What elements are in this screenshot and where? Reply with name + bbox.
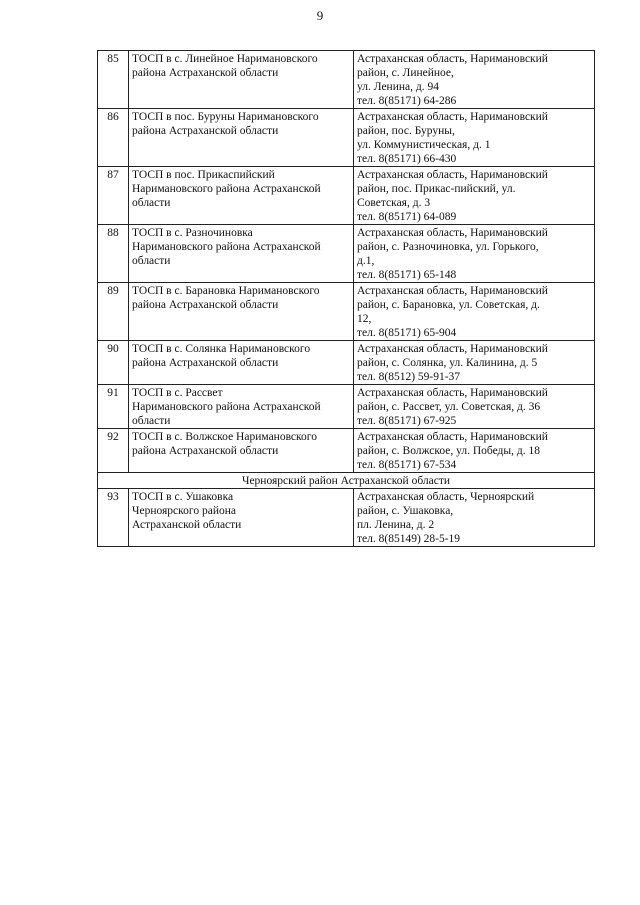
table-row bbox=[98, 225, 595, 283]
address-line: тел. 8(85171) 67-534 bbox=[357, 459, 457, 471]
table-row bbox=[98, 51, 595, 109]
organization-line: района Астраханской области bbox=[132, 299, 279, 311]
region-header-row bbox=[98, 473, 595, 489]
address-line: район, с. Волжское, ул. Победы, д. 18 bbox=[357, 445, 540, 457]
organization-name bbox=[129, 167, 354, 225]
organization-name bbox=[129, 429, 354, 473]
address-line: тел. 8(85171) 65-148 bbox=[357, 269, 457, 281]
address-contact bbox=[354, 225, 595, 283]
organization-name bbox=[129, 225, 354, 283]
table-row bbox=[98, 429, 595, 473]
organization-line: Наримановского района Астраханской bbox=[132, 241, 321, 253]
organization-line: района Астраханской области bbox=[132, 67, 279, 79]
row-number: 90 bbox=[98, 341, 129, 385]
address-line: тел. 8(8512) 59-91-37 bbox=[357, 371, 461, 383]
region-header: Черноярский район Астраханской области bbox=[98, 473, 595, 489]
organization-name bbox=[129, 51, 354, 109]
address-line: район, с. Рассвет, ул. Советская, д. 36 bbox=[357, 401, 541, 413]
address-line: Астраханская область, Наримановский bbox=[357, 53, 548, 65]
organization-line: района Астраханской области bbox=[132, 357, 279, 369]
address-line: район, с. Солянка, ул. Калинина, д. 5 bbox=[357, 357, 538, 369]
address-contact bbox=[354, 385, 595, 429]
organization-line: ТОСП в с. Ушаковка bbox=[132, 491, 234, 503]
organization-line: ТОСП в с. Рассвет bbox=[132, 387, 223, 399]
address-line: Астраханская область, Наримановский bbox=[357, 387, 548, 399]
organization-line: района Астраханской области bbox=[132, 445, 279, 457]
address-line: Астраханская область, Наримановский bbox=[357, 285, 548, 297]
address-contact bbox=[354, 489, 595, 547]
row-number: 93 bbox=[98, 489, 129, 547]
table-row bbox=[98, 385, 595, 429]
row-number: 88 bbox=[98, 225, 129, 283]
organization-name bbox=[129, 283, 354, 341]
address-line: ул. Коммунистическая, д. 1 bbox=[357, 139, 491, 151]
row-number: 91 bbox=[98, 385, 129, 429]
address-line: тел. 8(85171) 67-925 bbox=[357, 415, 457, 427]
row-number: 85 bbox=[98, 51, 129, 109]
address-contact bbox=[354, 167, 595, 225]
address-line: 12, bbox=[357, 313, 372, 325]
organization-line: Наримановского района Астраханской bbox=[132, 183, 321, 195]
address-line: тел. 8(85171) 64-089 bbox=[357, 211, 457, 223]
address-line: пл. Ленина, д. 2 bbox=[357, 519, 435, 531]
row-number: 92 bbox=[98, 429, 129, 473]
registry-table bbox=[97, 50, 595, 547]
address-line: район, с. Ушаковка, bbox=[357, 505, 454, 517]
address-line: район, с. Барановка, ул. Советская, д. bbox=[357, 299, 540, 311]
organization-line: области bbox=[132, 255, 171, 267]
address-line: Астраханская область, Наримановский bbox=[357, 169, 548, 181]
table-row bbox=[98, 283, 595, 341]
table-row bbox=[98, 109, 595, 167]
organization-line: области bbox=[132, 197, 171, 209]
organization-name bbox=[129, 385, 354, 429]
organization-line: области bbox=[132, 415, 171, 427]
organization-name bbox=[129, 489, 354, 547]
address-line: район, пос. Прикас-пийский, ул. bbox=[357, 183, 516, 195]
organization-line: ТОСП в пос. Прикаспийский bbox=[132, 169, 275, 181]
address-line: д.1, bbox=[357, 255, 375, 267]
organization-line: ТОСП в с. Барановка Наримановского bbox=[132, 285, 320, 297]
address-line: Советская, д. 3 bbox=[357, 197, 431, 209]
address-contact bbox=[354, 109, 595, 167]
address-line: Астраханская область, Наримановский bbox=[357, 111, 548, 123]
page-number: 9 bbox=[316, 8, 324, 23]
organization-line: ТОСП в пос. Буруны Наримановского bbox=[132, 111, 319, 123]
organization-line: Наримановского района Астраханской bbox=[132, 401, 321, 413]
row-number: 89 bbox=[98, 283, 129, 341]
address-line: тел. 8(85171) 66-430 bbox=[357, 153, 457, 165]
address-line: ул. Ленина, д. 94 bbox=[357, 81, 439, 93]
address-line: район, с. Разночиновка, ул. Горького, bbox=[357, 241, 539, 253]
organization-line: ТОСП в с. Линейное Наримановского bbox=[132, 53, 318, 65]
organization-line: ТОСП в с. Разночиновка bbox=[132, 227, 253, 239]
organization-line: ТОСП в с. Волжское Наримановского bbox=[132, 431, 317, 443]
table-row bbox=[98, 341, 595, 385]
organization-line: Астраханской области bbox=[132, 519, 242, 531]
address-line: район, пос. Буруны, bbox=[357, 125, 455, 137]
address-contact bbox=[354, 283, 595, 341]
table-row bbox=[98, 167, 595, 225]
address-contact bbox=[354, 429, 595, 473]
organization-line: Черноярского района bbox=[132, 505, 236, 517]
table-row bbox=[98, 489, 595, 547]
organization-line: ТОСП в с. Солянка Наримановского bbox=[132, 343, 311, 355]
address-line: район, с. Линейное, bbox=[357, 67, 454, 79]
organization-line: района Астраханской области bbox=[132, 125, 279, 137]
organization-name bbox=[129, 109, 354, 167]
address-line: тел. 8(85149) 28-5-19 bbox=[357, 533, 461, 545]
address-contact bbox=[354, 341, 595, 385]
row-number: 86 bbox=[98, 109, 129, 167]
address-contact bbox=[354, 51, 595, 109]
organization-name bbox=[129, 341, 354, 385]
row-number: 87 bbox=[98, 167, 129, 225]
address-line: тел. 8(85171) 64-286 bbox=[357, 95, 457, 107]
address-line: тел. 8(85171) 65-904 bbox=[357, 327, 457, 339]
address-line: Астраханская область, Наримановский bbox=[357, 343, 548, 355]
address-line: Астраханская область, Наримановский bbox=[357, 227, 548, 239]
address-line: Астраханская область, Черноярский bbox=[357, 491, 535, 503]
address-line: Астраханская область, Наримановский bbox=[357, 431, 548, 443]
